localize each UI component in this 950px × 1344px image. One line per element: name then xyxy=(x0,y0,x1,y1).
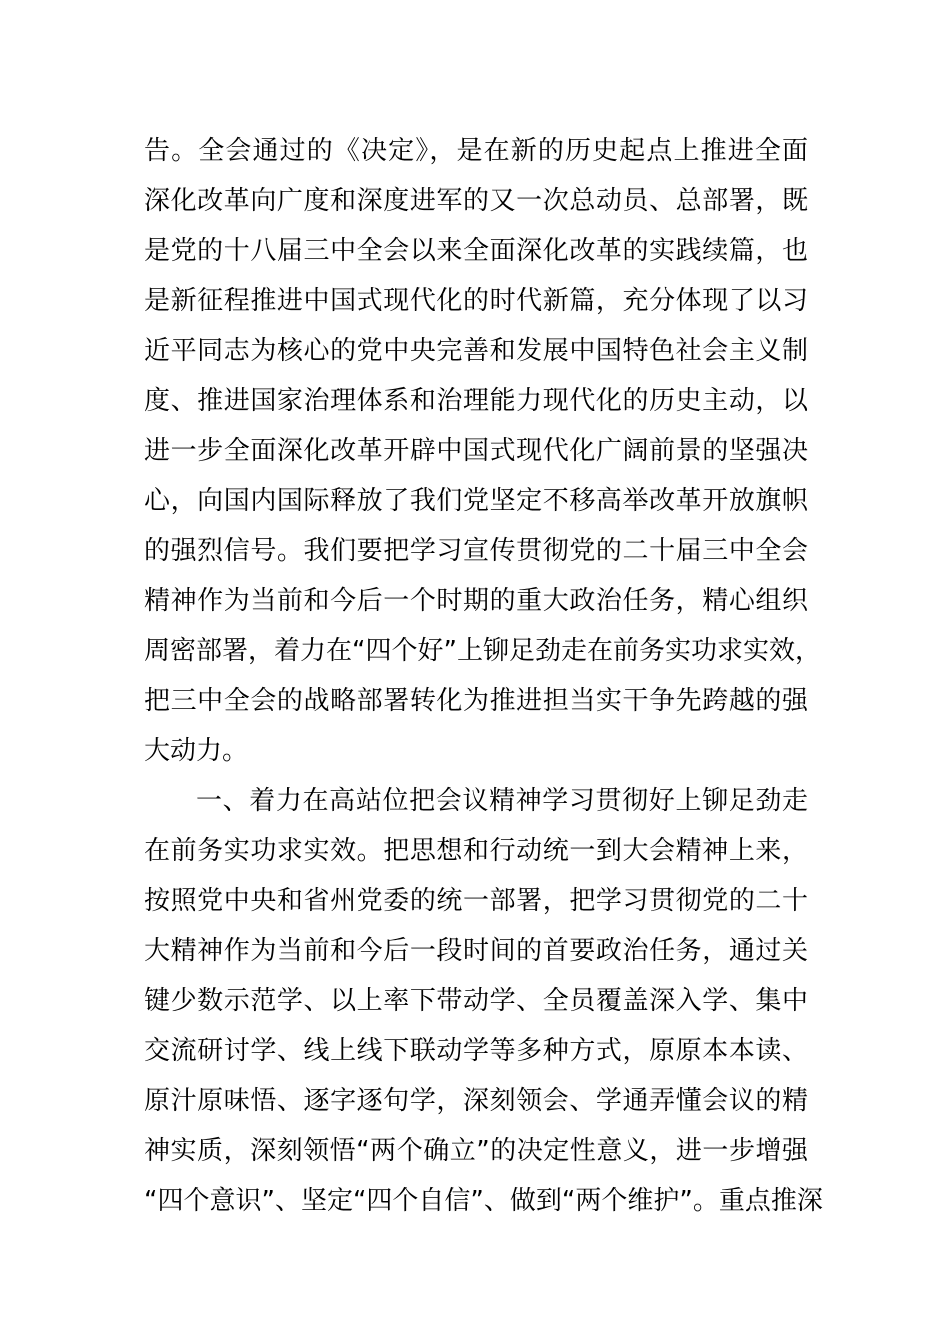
text-line: 在前务实功求实效。把思想和行动统一到大会精神上来， xyxy=(144,836,808,866)
text-line: “四个意识”、坚定“四个自信”、做到“两个维护”。重点推深 xyxy=(144,1186,823,1216)
text-line: 进一步全面深化改革开辟中国式现代化广阔前景的坚强决 xyxy=(144,436,808,466)
text-line: 周密部署，着力在“四个好”上铆足劲走在前务实功求实效， xyxy=(144,636,821,666)
text-line: 神实质，深刻领悟“两个确立”的决定性意义，进一步增强 xyxy=(144,1136,808,1166)
text-line: 度、推进国家治理体系和治理能力现代化的历史主动，以 xyxy=(144,386,808,416)
text-line: 大精神作为当前和今后一段时间的首要政治任务，通过关 xyxy=(144,936,808,966)
body-text xyxy=(144,126,823,1226)
text-line: 是新征程推进中国式现代化的时代新篇，充分体现了以习 xyxy=(144,286,808,316)
section-heading-line: 一、着力在高站位把会议精神学习贯彻好上铆足劲走 xyxy=(196,786,808,816)
text-line: 精神作为当前和今后一个时期的重大政治任务，精心组织 xyxy=(144,586,808,616)
text-line: 近平同志为核心的党中央完善和发展中国特色社会主义制 xyxy=(144,336,808,366)
text-line: 告。全会通过的《决定》，是在新的历史起点上推进全面 xyxy=(144,136,808,166)
text-line: 把三中全会的战略部署转化为推进担当实干争先跨越的强 xyxy=(144,686,808,716)
text-line: 的强烈信号。我们要把学习宣传贯彻党的二十届三中全会 xyxy=(144,536,808,566)
text-line: 深化改革向广度和深度进军的又一次总动员、总部署，既 xyxy=(144,186,808,216)
text-line: 键少数示范学、以上率下带动学、全员覆盖深入学、集中 xyxy=(144,986,808,1016)
paragraph-end-line: 大动力。 xyxy=(144,736,249,766)
text-line: 心，向国内国际释放了我们党坚定不移高举改革开放旗帜 xyxy=(144,486,808,516)
text-line: 交流研讨学、线上线下联动学等多种方式，原原本本读、 xyxy=(144,1036,808,1066)
text-line: 按照党中央和省州党委的统一部署，把学习贯彻党的二十 xyxy=(144,886,808,916)
text-line: 原汁原味悟、逐字逐句学，深刻领会、学通弄懂会议的精 xyxy=(144,1086,808,1116)
text-line: 是党的十八届三中全会以来全面深化改革的实践续篇，也 xyxy=(144,236,808,266)
